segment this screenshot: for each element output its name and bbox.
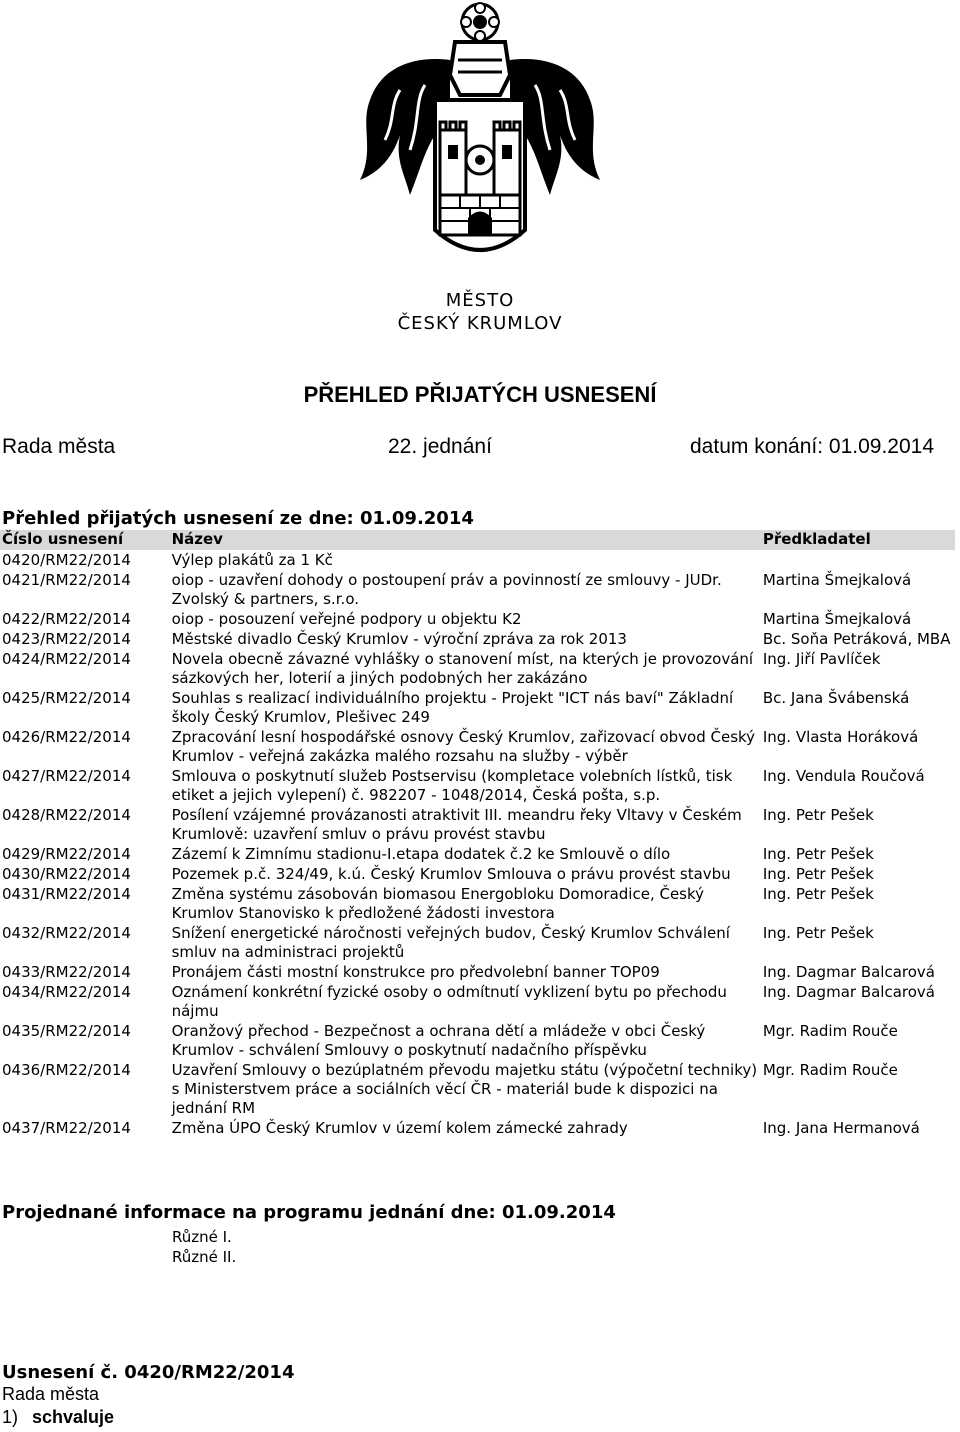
row-number: 0427/RM22/2014 <box>2 767 131 785</box>
row-name: Oranžový přechod - Bezpečnost a ochrana dětí a mládeže v obci Český Krumlov - schválení Smlouvy o poskytnutí nadačního příspěvku <box>171 1022 706 1059</box>
table-row <box>0 550 955 570</box>
projednane-item: Různé I. <box>172 1228 232 1246</box>
row-presenter: Ing. Petr Pešek <box>762 865 874 883</box>
row-presenter: Ing. Jiří Pavlíček <box>762 650 881 668</box>
coat-of-arms-icon <box>340 0 620 290</box>
table-row <box>0 1021 955 1060</box>
row-name: Zázemí k Zimnímu stadionu-I.etapa dodatek č.2 ke Smlouvě o dílo <box>171 845 671 863</box>
table-row <box>0 1118 955 1138</box>
row-presenter: Ing. Petr Pešek <box>762 885 874 903</box>
header-number: Číslo usnesení <box>0 530 172 550</box>
table-row <box>0 727 955 766</box>
row-number: 0436/RM22/2014 <box>2 1061 131 1079</box>
row-presenter: Bc. Jana Švábenská <box>762 689 910 707</box>
row-number: 0434/RM22/2014 <box>2 983 131 1001</box>
row-presenter: Mgr. Radim Rouče <box>762 1022 898 1040</box>
meta-session: 22. jednání <box>388 435 492 458</box>
row-presenter: Martina Šmejkalová <box>762 571 912 589</box>
table-row <box>0 629 955 649</box>
row-name: Uzavření Smlouvy o bezúplatném převodu majetku státu (výpočetní techniky) s Ministerstvem práce a sociálních věcí ČR - materiál bude k dispozici na jednání RM <box>171 1061 758 1117</box>
row-name: Oznámení konkrétní fyzické osoby o odmítnutí vyklizení bytu po přechodu nájmu <box>171 983 727 1020</box>
table-row <box>0 688 955 727</box>
row-number: 0425/RM22/2014 <box>2 689 131 707</box>
row-number: 0431/RM22/2014 <box>2 885 131 903</box>
meta-date: datum konání: 01.09.2014 <box>690 435 935 458</box>
resolution-action: schvaluje <box>32 1407 115 1427</box>
overview-title: Přehled přijatých usnesení ze dne: 01.09.2014 <box>2 508 474 529</box>
row-presenter: Mgr. Radim Rouče <box>762 1061 898 1079</box>
table-row <box>0 609 955 629</box>
resolution-body <box>2 1384 114 1428</box>
table-row <box>0 923 955 962</box>
row-number: 0420/RM22/2014 <box>2 551 131 569</box>
row-presenter: Ing. Dagmar Balcarová <box>762 983 935 1001</box>
resolution-title: Usnesení č. 0420/RM22/2014 <box>2 1362 295 1383</box>
row-number: 0422/RM22/2014 <box>2 610 131 628</box>
row-presenter: Ing. Petr Pešek <box>762 845 874 863</box>
row-presenter: Ing. Petr Pešek <box>762 806 874 824</box>
row-presenter: Ing. Jana Hermanová <box>762 1119 920 1137</box>
projednane-title: Projednané informace na programu jednání dne: 01.09.2014 <box>2 1202 616 1223</box>
row-name: Výlep plakátů za 1 Kč <box>171 551 333 569</box>
page-title: PŘEHLED PŘIJATÝCH USNESENÍ <box>303 382 657 407</box>
row-name: Pozemek p.č. 324/49, k.ú. Český Krumlov Smlouva o právu provést stavbu <box>171 865 731 883</box>
logo-line-1: MĚSTO <box>445 290 515 311</box>
row-name: Souhlas s realizací individuálního projektu - Projekt "ICT nás baví" Základní školy Český Krumlov, Plešivec 249 <box>171 689 734 726</box>
row-number: 0424/RM22/2014 <box>2 650 131 668</box>
meta-body: Rada města <box>2 435 116 458</box>
table-row <box>0 570 955 609</box>
row-name: Zpracování lesní hospodářské osnovy Český Krumlov, zařizovací obvod Český Krumlov - veřejná zakázka malého rozsahu na služby - výběr <box>171 728 756 765</box>
row-number: 0437/RM22/2014 <box>2 1119 131 1137</box>
row-name: Změna systému zásobován biomasou Energobloku Domoradice, Český Krumlov Stanovisko k předložené žádosti investora <box>171 885 705 922</box>
row-number: 0435/RM22/2014 <box>2 1022 131 1040</box>
row-name: Smlouva o poskytnutí služeb Postservisu (kompletace volebních lístků, tisk etiket a jejich vylepení) č. 982207 - 1048/2014, Česká pošta, s.p. <box>171 767 733 804</box>
row-number: 0428/RM22/2014 <box>2 806 131 824</box>
row-name: Pronájem části mostní konstrukce pro předvolební banner TOP09 <box>171 963 660 981</box>
resolutions-table <box>0 530 955 1138</box>
row-name: oiop - uzavření dohody o postoupení práv a povinností ze smlouvy - JUDr. Zvolský & partners, s.r.o. <box>171 571 722 608</box>
table-row <box>0 1060 955 1118</box>
table-row <box>0 649 955 688</box>
row-number: 0421/RM22/2014 <box>2 571 131 589</box>
table-body <box>0 550 955 1138</box>
row-name: Městské divadlo Český Krumlov - výroční zpráva za rok 2013 <box>171 630 627 648</box>
resolution-item <box>2 1407 114 1428</box>
table-row <box>0 884 955 923</box>
row-number: 0426/RM22/2014 <box>2 728 131 746</box>
table-row <box>0 805 955 844</box>
resolution-body-text: Rada města <box>2 1384 100 1404</box>
row-presenter: Ing. Vlasta Horáková <box>762 728 919 746</box>
row-name: oiop - posouzení veřejné podpory u objektu K2 <box>171 610 522 628</box>
row-name: Posílení vzájemné provázanosti atraktivit III. meandru řeky Vltavy v Českém Krumlově: uzavření smluv o právu provést stavbu <box>171 806 742 843</box>
resolution-item-number: 1) <box>2 1407 19 1427</box>
rose-icon <box>461 3 499 41</box>
row-number: 0430/RM22/2014 <box>2 865 131 883</box>
row-number: 0433/RM22/2014 <box>2 963 131 981</box>
table-row <box>0 844 955 864</box>
row-presenter <box>763 550 955 570</box>
row-number: 0432/RM22/2014 <box>2 924 131 942</box>
projednane-item: Různé II. <box>172 1248 237 1266</box>
row-name: Novela obecně závazné vyhlášky o stanovení míst, na kterých je provozování sázkových her, loterií a jiných podobných her zakázáno <box>171 650 754 687</box>
table-row <box>0 962 955 982</box>
table-row <box>0 766 955 805</box>
row-presenter: Bc. Soňa Petráková, MBA <box>762 630 951 648</box>
row-presenter: Ing. Petr Pešek <box>762 924 874 942</box>
row-number: 0423/RM22/2014 <box>2 630 131 648</box>
row-name: Snížení energetické náročnosti veřejných budov, Český Krumlov Schválení smluv na administraci projektů <box>171 924 730 961</box>
table-header-row <box>0 530 955 550</box>
row-name: Změna ÚPO Český Krumlov v území kolem zámecké zahrady <box>171 1119 628 1137</box>
row-number: 0429/RM22/2014 <box>2 845 131 863</box>
row-presenter: Martina Šmejkalová <box>762 610 912 628</box>
header-name: Název <box>172 530 763 550</box>
city-logo <box>340 0 620 340</box>
logo-line-2: ČESKÝ KRUMLOV <box>397 313 563 334</box>
table-row <box>0 864 955 884</box>
row-presenter: Ing. Dagmar Balcarová <box>762 963 935 981</box>
table-row <box>0 982 955 1021</box>
header-presenter: Předkladatel <box>763 530 955 550</box>
row-presenter: Ing. Vendula Roučová <box>762 767 925 785</box>
